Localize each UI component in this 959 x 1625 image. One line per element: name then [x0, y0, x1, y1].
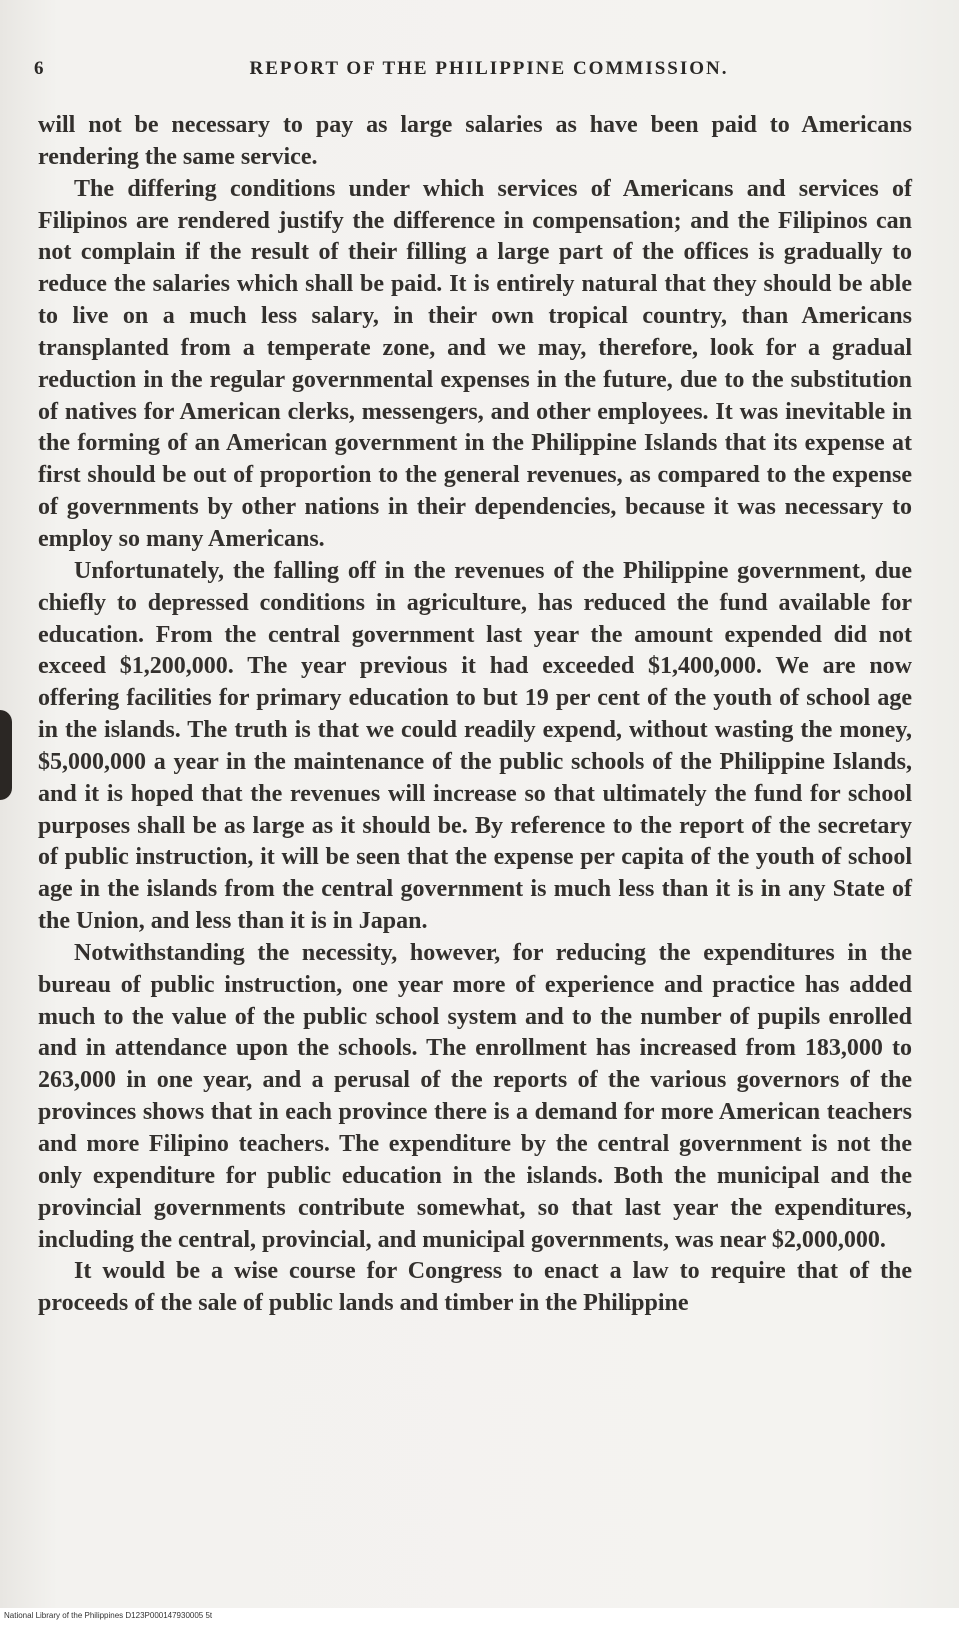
paragraph-continuation: will not be necessary to pay as large salaries as have been paid to Americans rendering the same service. [38, 112, 912, 170]
paragraph-public-instruction: Notwithstanding the necessity, however, for reducing the expenditures in the bureau of public instruction, one year more of experience and practice has added much to the value of the public school system and to the number of pupils enrolled and in attendance upon the schools. The enrollment has increased from 183,000 to 263,000 in one year, and a perusal of the reports of the various governors of the provinces shows that in each province there is a demand for more American teachers and more Filipino teachers. The expenditure by the central government is not the only expenditure for public education in the islands. Both the municipal and the provincial governments contribute somewhat, so that last year the expenditures, including the central, provincial, and municipal governments, was near $2,000,000. [38, 939, 912, 1253]
paragraph-salaries: The differing conditions under which services of Americans and services of Filipinos are rendered justify the difference in compensation; and the Filipinos can not complain if the result of their filling a large part of the offices is gradually to reduce the salaries which shall be paid. It is entirely natural that they should be able to live on a much less salary, in their own tropical country, than Americans transplanted from a temperate zone, and we may, therefore, look for a gradual reduction in the regular governmental expenses in the future, due to the substitution of natives for American clerks, messengers, and other employees. It was inevitable in the forming of an American government in the Philippine Islands that its expense at first should be out of proportion to the general revenues, as compared to the expense of governments by other nations in their dependencies, because it was necessary to employ so many Americans. [38, 175, 912, 552]
running-title: REPORT OF THE PHILIPPINE COMMISSION. [249, 58, 729, 79]
page-number: 6 [34, 58, 46, 79]
body-text [38, 110, 912, 1320]
paragraph-revenues: Unfortunately, the falling off in the revenues of the Philippine government, due chiefly to depressed conditions in agriculture, has reduced the fund available for education. From the central government last year the amount expended did not exceed $1,200,000. The year previous it had exceeded $1,400,000. We are now offering facilities for primary education to but 19 per cent of the youth of school age in the islands. The truth is that we could readily expend, without wasting the money, $5,000,000 a year in the maintenance of the public schools of the Philippine Islands, and it is hoped that the revenues will increase so that ultimately the fund for school purposes shall be as large as it should be. By reference to the report of the secretary of public instruction, it will be seen that the expense per capita of the youth of school age in the islands from the central government is much less than it is in any State of the Union, and less than it is in Japan. [38, 557, 912, 935]
paragraph-public-lands: It would be a wise course for Congress to enact a law to require that of the proceeds of the sale of public lands and timber in the Philippine [38, 1258, 912, 1317]
binding-shadow [0, 710, 12, 800]
page-header [34, 58, 914, 94]
scan-source-line: National Library of the Philippines D123P000147930005 5t [4, 1611, 213, 1620]
